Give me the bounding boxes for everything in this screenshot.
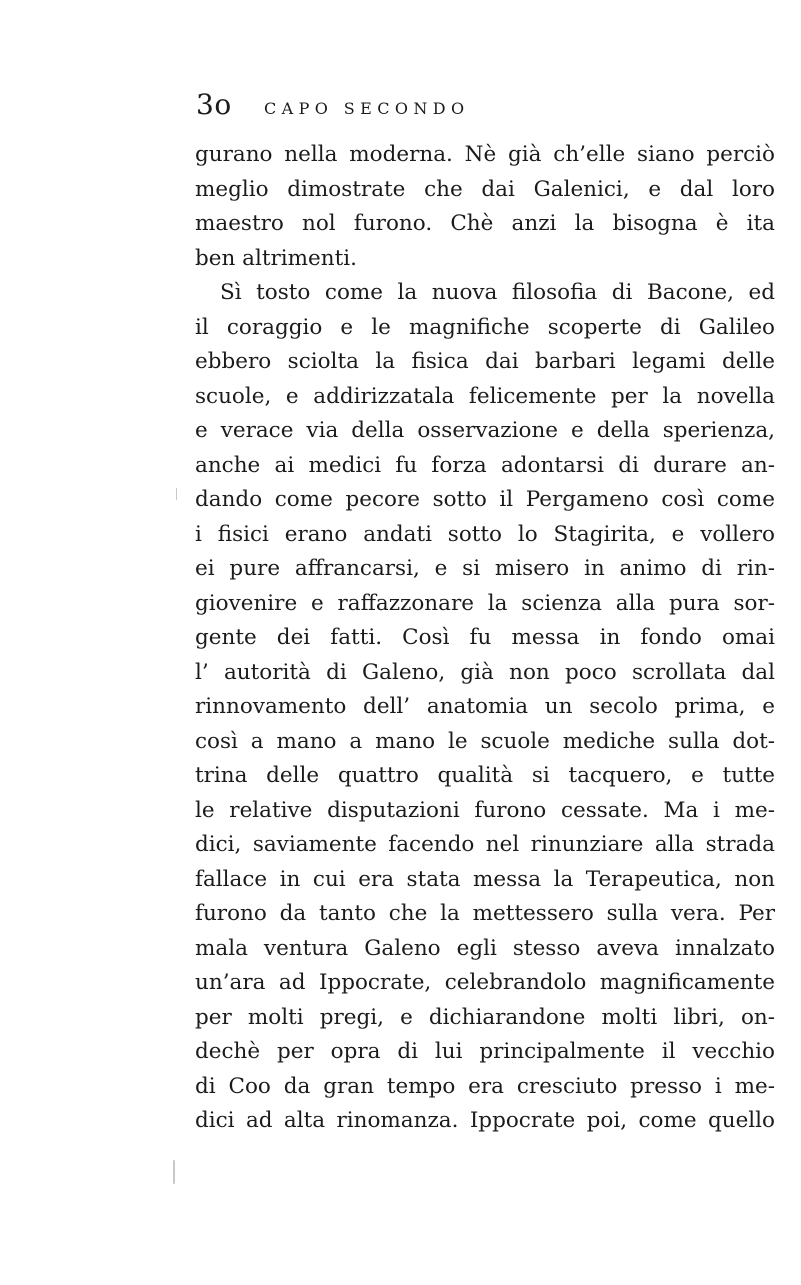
text-line: per molti pregi, e dichiarandone molti libri, on- <box>195 1004 775 1030</box>
margin-mark <box>173 1160 175 1184</box>
text-line: di Coo da gran tempo era cresciuto presso i me- <box>195 1073 775 1099</box>
text-line: anche ai medici fu forza adontarsi di durare an- <box>195 452 775 478</box>
text-line: dechè per opra di lui principalmente il vecchio <box>195 1039 775 1064</box>
body-text <box>195 138 775 1139</box>
running-head <box>196 88 756 128</box>
text-line: fallace in cui era stata messa la Terapeutica, non <box>195 866 775 892</box>
chapter-title: CAPO SECONDO <box>264 99 470 118</box>
page-number: 3o <box>196 88 232 121</box>
text-line: un’ara ad Ippocrate, celebrandolo magnificamente <box>195 970 775 995</box>
text-line: scuole, e addirizzatala felicemente per la novella <box>195 383 775 409</box>
text-line: così a mano a mano le scuole mediche sulla dot- <box>195 728 775 754</box>
text-line: Sì tosto come la nuova filosofia di Bacone, ed <box>220 280 775 305</box>
text-line: gente dei fatti. Così fu messa in fondo omai <box>195 625 775 650</box>
text-line: gurano nella moderna. Nè già ch’elle siano perciò <box>195 142 775 167</box>
text-line: trina delle quattro qualità si tacquero, e tutte <box>195 763 775 788</box>
text-line: dici, saviamente facendo nel rinunziare alla strada <box>195 832 775 857</box>
text-line: dici ad alta rinomanza. Ippocrate poi, come quello <box>195 1108 775 1133</box>
text-line: maestro nol furono. Chè anzi la bisogna è ita <box>195 211 775 236</box>
text-line: mala ventura Galeno egli stesso aveva innalzato <box>195 935 775 961</box>
text-line: rinnovamento dell’ anatomia un secolo prima, e <box>195 694 775 719</box>
text-line: ei pure affrancarsi, e si misero in animo di rin- <box>195 556 775 581</box>
text-line: e verace via della osservazione e della sperienza, <box>195 418 775 443</box>
text-line: giovenire e raffazzonare la scienza alla pura sor- <box>195 590 775 616</box>
text-line: dando come pecore sotto il Pergameno così come <box>195 487 775 512</box>
text-line: i fisici erano andati sotto lo Stagirita, e vollero <box>195 521 775 547</box>
text-line: ebbero sciolta la fisica dai barbari legami delle <box>195 349 775 374</box>
margin-mark <box>176 488 177 500</box>
text-line: il coraggio e le magnifiche scoperte di Galileo <box>195 314 775 340</box>
text-line: ben altrimenti. <box>195 245 357 271</box>
text-line: furono da tanto che la mettessero sulla vera. Per <box>195 901 775 926</box>
text-line: meglio dimostrate che dai Galenici, e dal loro <box>195 176 775 202</box>
text-line: le relative disputazioni furono cessate. Ma i me- <box>195 797 775 823</box>
text-line: l’ autorità di Galeno, già non poco scrollata dal <box>195 659 775 685</box>
